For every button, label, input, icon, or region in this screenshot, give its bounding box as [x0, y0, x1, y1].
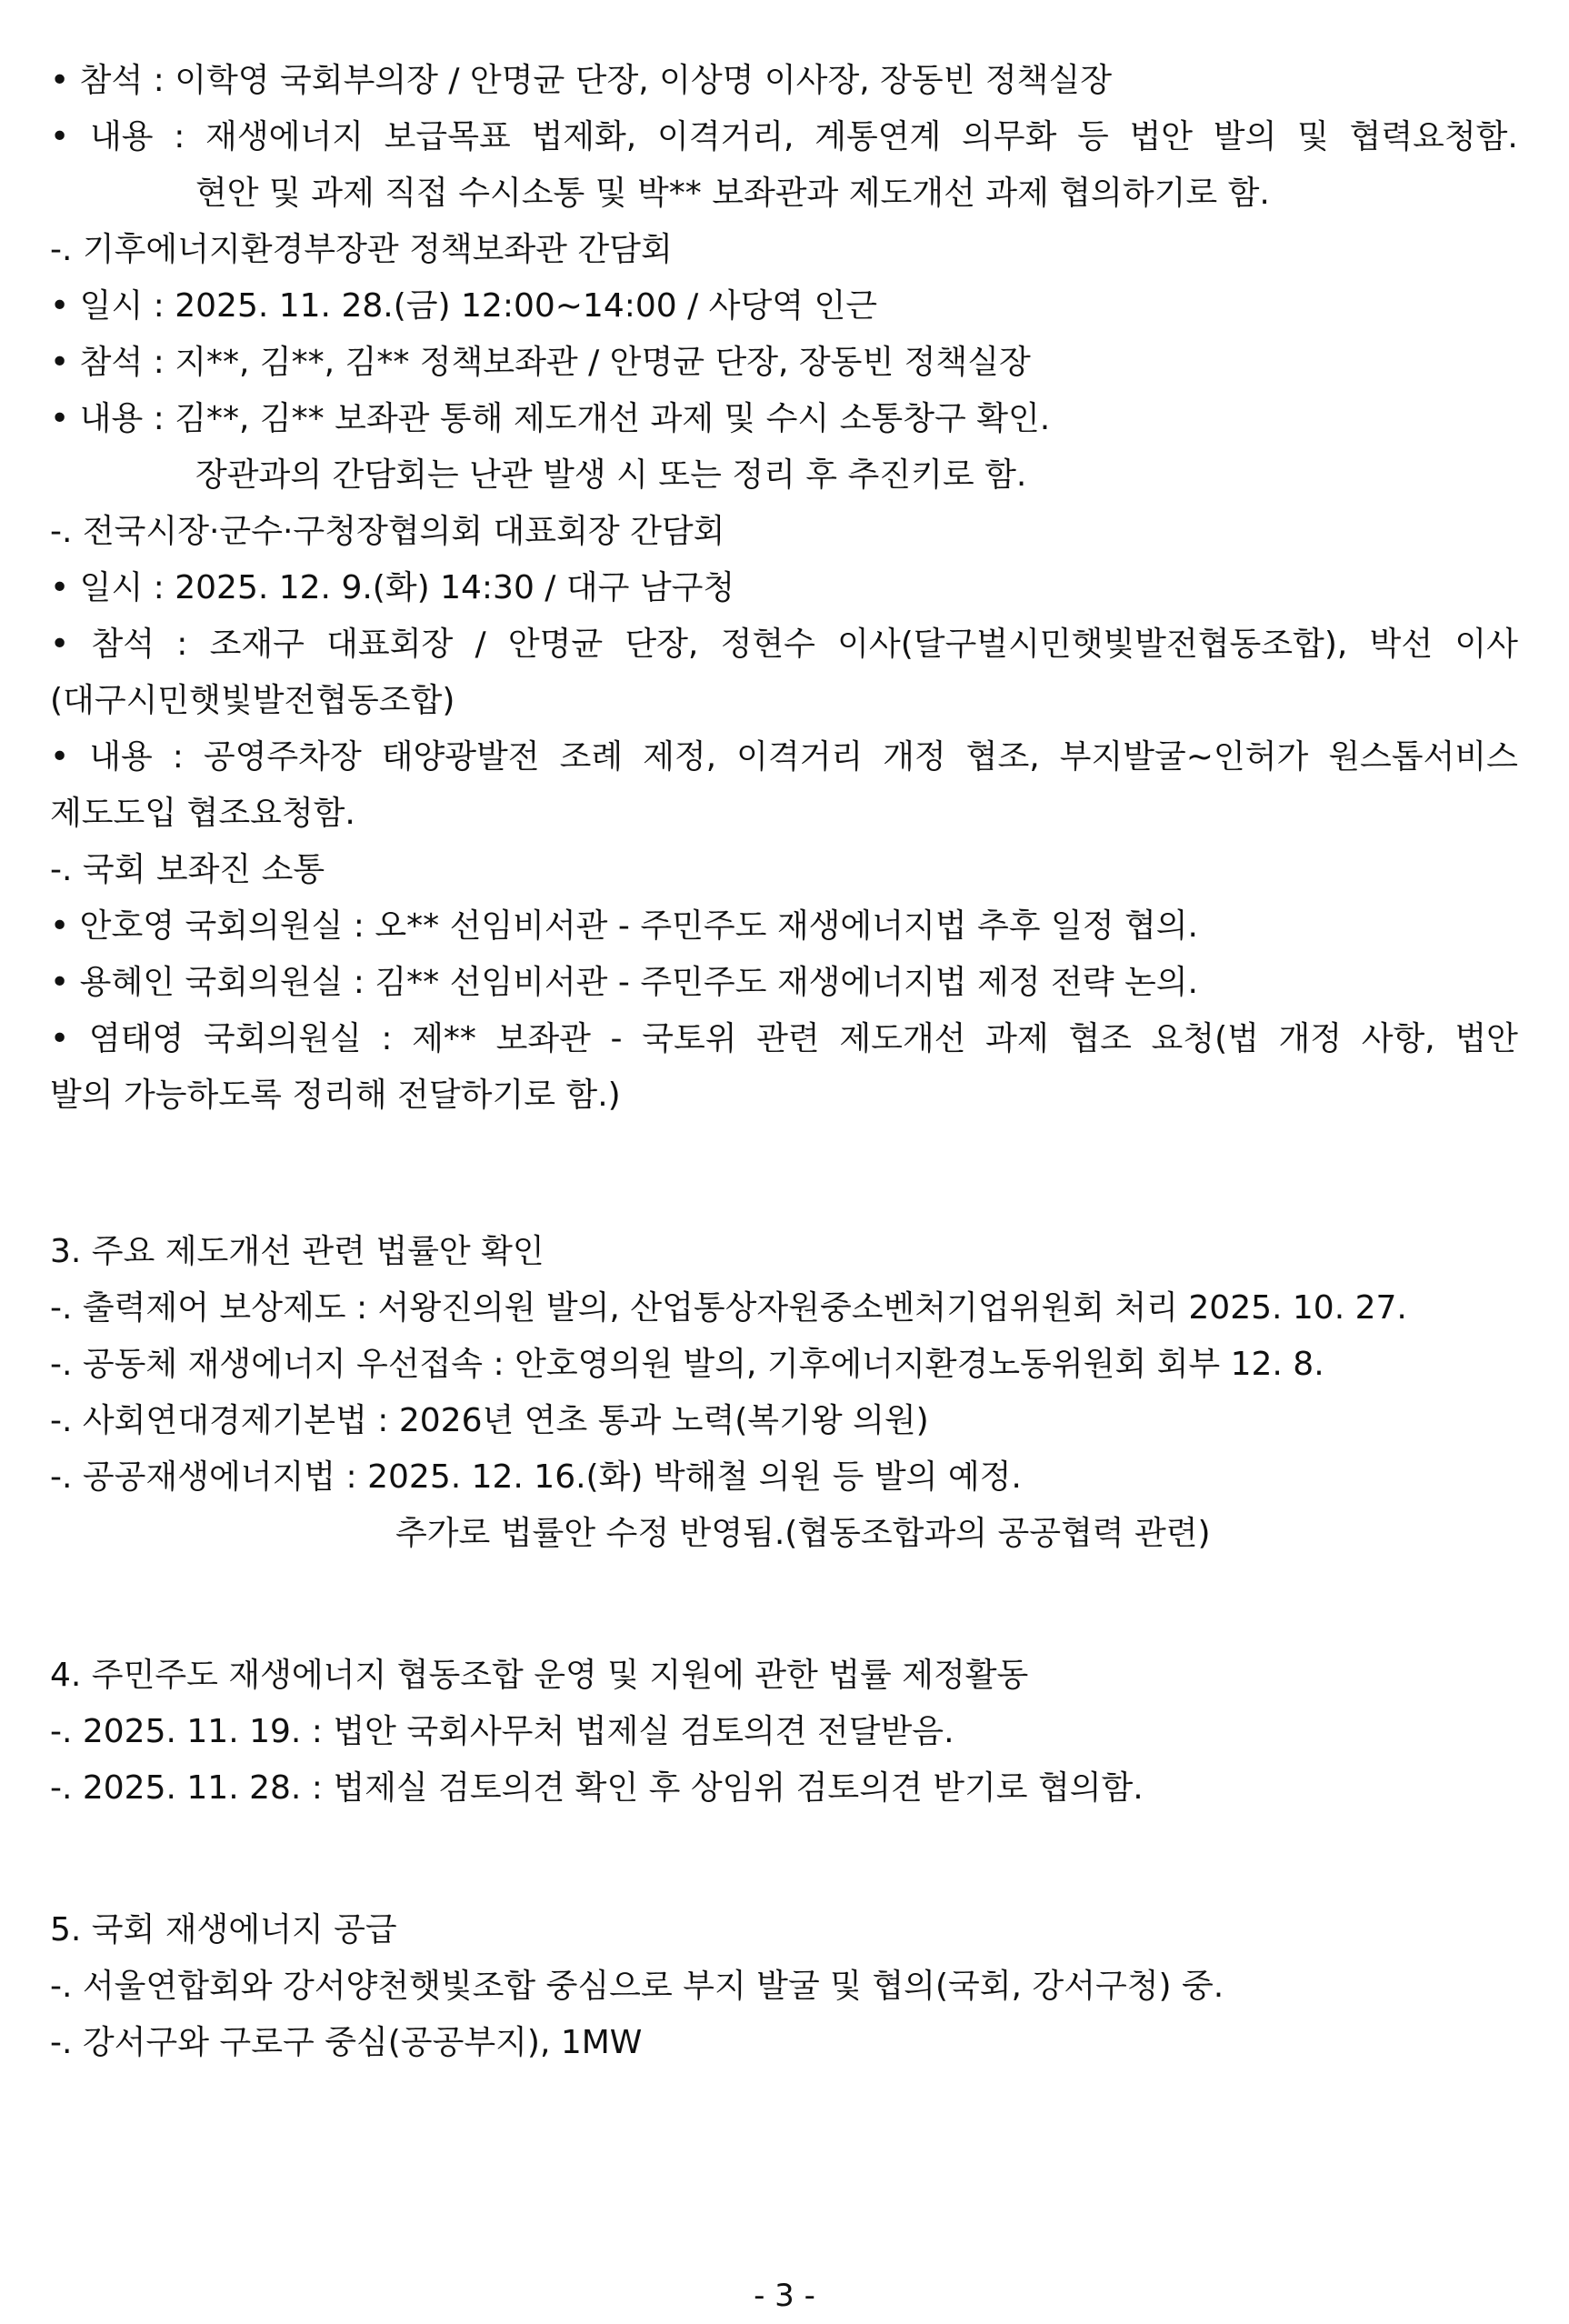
text-line: -. 2025. 11. 19. : 법안 국회사무처 법제실 검토의견 전달받음. — [50, 1713, 954, 1750]
word: 조례 — [559, 738, 624, 776]
word: 제도개선 — [839, 1020, 966, 1057]
word: • — [50, 738, 70, 776]
word: : — [174, 118, 185, 155]
word: 법제화, — [531, 118, 637, 155]
word: 안명균 — [507, 626, 604, 663]
word: • — [50, 118, 70, 155]
word: • — [50, 626, 70, 663]
word: 이격거리 — [736, 738, 864, 776]
text-line: • 일시 : 2025. 12. 9.(화) 14:30 / 대구 남구청 — [50, 569, 735, 606]
text-line-indented: 현안 및 과제 직접 수시소통 및 박** 보좌관과 제도개선 과제 협의하기로 함. — [195, 175, 1270, 212]
text-line: -. 공공재생에너지법 : 2025. 12. 16.(화) 박해철 의원 등 발의 예정. — [50, 1458, 1022, 1496]
page-number: - 3 - — [754, 2278, 815, 2314]
word: 정현수 — [720, 626, 815, 663]
text-line: (대구시민햇빛발전협동조합) — [50, 682, 455, 719]
word: / — [475, 626, 486, 663]
text-line-indented: 추가로 법률안 수정 반영됨.(협동조합과의 공공협력 관련) — [395, 1515, 1211, 1552]
word: 참석 — [91, 626, 155, 663]
word: 개정 — [1278, 1020, 1343, 1057]
word: 대표회장 — [326, 626, 454, 663]
word: 이사(달구벌시민햇빛발전협동조합), — [837, 626, 1348, 663]
word: 요청(법 — [1151, 1020, 1259, 1057]
section-subheading: -. 기후에너지환경부장관 정책보좌관 간담회 — [50, 231, 673, 268]
word: 공영주차장 — [203, 738, 362, 776]
text-line: • 일시 : 2025. 11. 28.(금) 12:00~14:00 / 사당역 인근 — [50, 287, 878, 325]
text-line: -. 서울연합회와 강서양천햇빛조합 중심으로 부지 발굴 및 협의(국회, 강서구청) 중. — [50, 1968, 1224, 2005]
word: 사항, — [1361, 1020, 1435, 1057]
word: 국토위 — [642, 1020, 737, 1057]
word: 재생에너지 — [205, 118, 364, 155]
word: : — [176, 626, 188, 663]
section-heading: 5. 국회 재생에너지 공급 — [50, 1911, 397, 1948]
word: 협력요청함. — [1349, 118, 1518, 155]
word: 내용 — [89, 118, 154, 155]
word: 이격거리, — [656, 118, 794, 155]
word: 과제 — [985, 1020, 1049, 1057]
text-line: • 참석 : 지**, 김**, 김** 정책보좌관 / 안명균 단장, 장동빈 정책실장 — [50, 344, 1031, 381]
text-line: -. 출력제어 보상제도 : 서왕진의원 발의, 산업통상자원중소벤처기업위원회 처리 2025. 10. 27. — [50, 1289, 1407, 1327]
text-line: • 참석 : 이학영 국회부의장 / 안명균 단장, 이상명 이사장, 장동빈 정책실장 — [50, 62, 1112, 99]
text-line: • 내용 : 김**, 김** 보좌관 통해 제도개선 과제 및 수시 소통창구 확인. — [50, 400, 1051, 437]
word: 원스톱서비스 — [1328, 738, 1518, 776]
word: 제** — [412, 1020, 476, 1057]
word: 국회의원실 — [203, 1020, 362, 1057]
word: 법안 — [1129, 118, 1194, 155]
word: 등 — [1077, 118, 1109, 155]
text-line: 발의 가능하도록 정리해 전달하기로 함.) — [50, 1077, 621, 1114]
word: 의무화 — [962, 118, 1057, 155]
section-heading: 4. 주민주도 재생에너지 협동조합 운영 및 지원에 관한 법률 제정활동 — [50, 1657, 1029, 1694]
text-line: -. 사회연대경제기본법 : 2026년 연초 통과 노력(복기왕 의원) — [50, 1402, 929, 1439]
text-line: • 안호영 국회의원실 : 오** 선임비서관 - 주민주도 재생에너지법 추후 일정 협의. — [50, 907, 1198, 945]
word: 제정, — [643, 738, 717, 776]
word: 조재구 — [209, 626, 305, 663]
text-line: • 용혜인 국회의원실 : 김** 선임비서관 - 주민주도 재생에너지법 제정 전략 논의. — [50, 964, 1198, 1001]
word: 보급목표 — [384, 118, 511, 155]
text-line: -. 공동체 재생에너지 우선접속 : 안호영의원 발의, 기후에너지환경노동위원회 회부 12. 8. — [50, 1346, 1324, 1383]
section-heading: 3. 주요 제도개선 관련 법률안 확인 — [50, 1233, 545, 1270]
text-line: -. 강서구와 구로구 중심(공공부지), 1MW — [50, 2024, 643, 2061]
word: 발의 — [1213, 118, 1277, 155]
text-line-justified — [50, 1017, 1518, 1062]
word: 단장, — [625, 626, 699, 663]
word: 법안 — [1454, 1020, 1518, 1057]
word: 보좌관 — [495, 1020, 591, 1057]
word: - — [610, 1020, 623, 1057]
text-line: 제도도입 협조요청함. — [50, 795, 355, 832]
word: 박선 — [1369, 626, 1434, 663]
word: • — [50, 1020, 70, 1057]
text-line-indented: 장관과의 간담회는 난관 발생 시 또는 정리 후 추진키로 함. — [195, 456, 1027, 494]
word: 염태영 — [88, 1020, 185, 1057]
text-line-justified — [50, 735, 1518, 780]
section-subheading: -. 전국시장·군수·구청장협의회 대표회장 간담회 — [50, 513, 725, 550]
word: 태양광발전 — [381, 738, 540, 776]
section-subheading: -. 국회 보좌진 소통 — [50, 851, 325, 888]
word: 이사 — [1454, 626, 1518, 663]
text-line: -. 2025. 11. 28. : 법제실 검토의견 확인 후 상임위 검토의견 받기로 협의함. — [50, 1769, 1144, 1807]
word: 협조, — [965, 738, 1040, 776]
text-line-justified — [50, 115, 1518, 160]
word: 계통연계 — [814, 118, 942, 155]
word: 협조 — [1068, 1020, 1132, 1057]
word: 부지발굴~인허가 — [1059, 738, 1309, 776]
word: 내용 — [89, 738, 153, 776]
word: 개정 — [883, 738, 946, 776]
word: : — [381, 1020, 393, 1057]
word: 및 — [1297, 118, 1329, 155]
word: 관련 — [756, 1020, 820, 1057]
text-line-justified — [50, 622, 1518, 667]
word: : — [172, 738, 184, 776]
